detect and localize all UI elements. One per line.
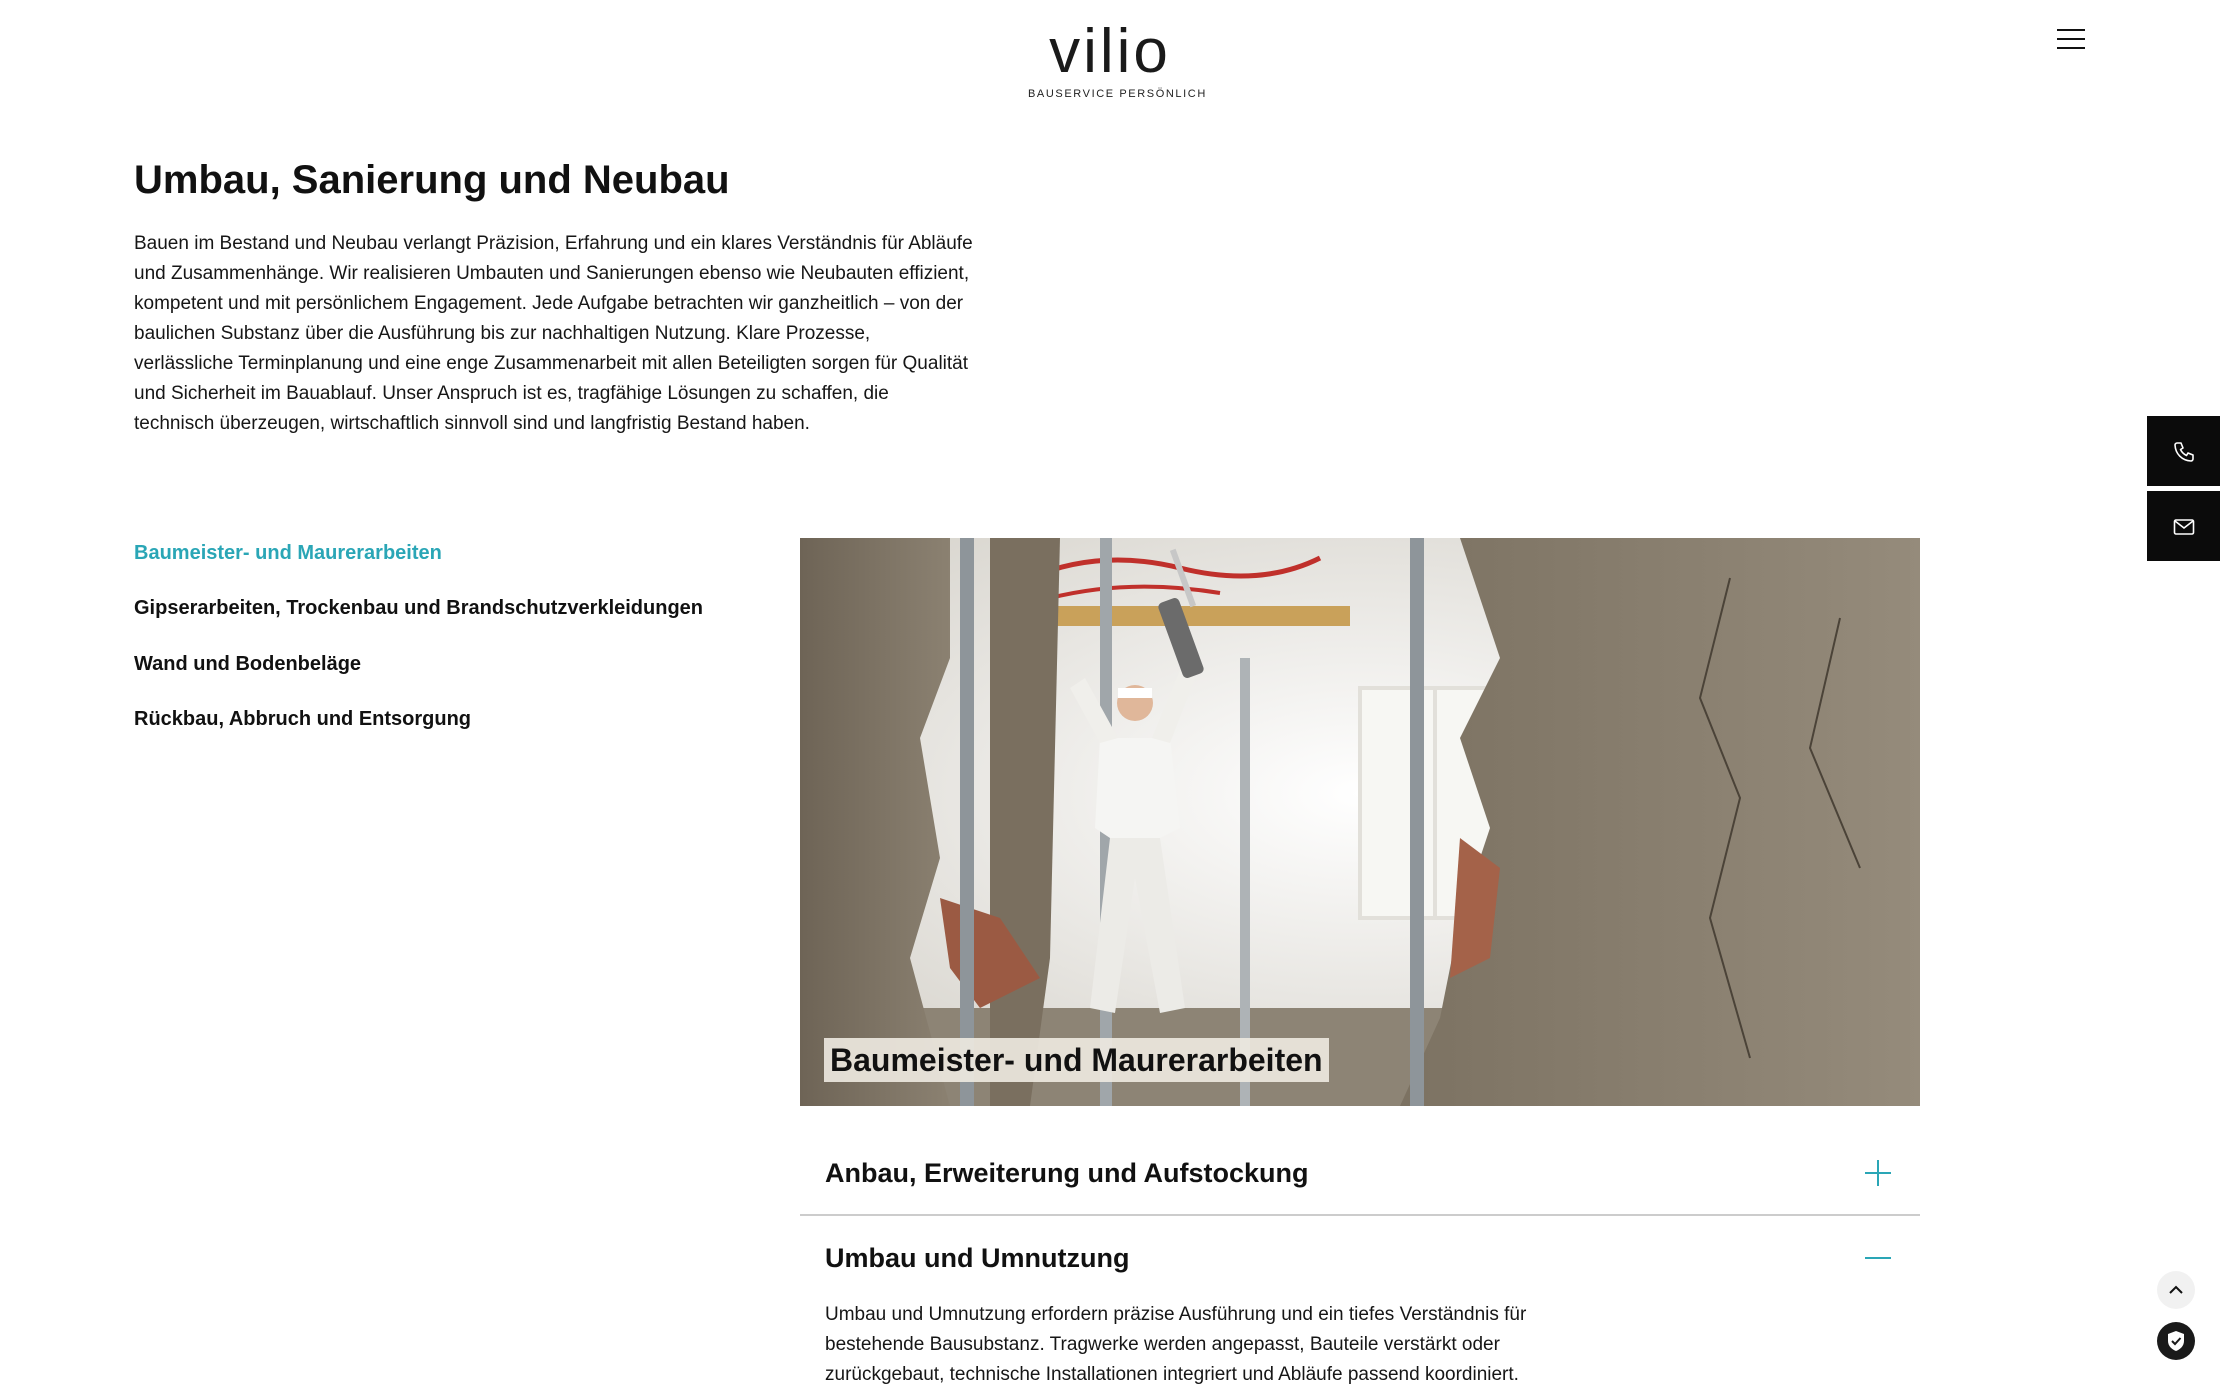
hero-image [800, 538, 1920, 1106]
privacy-settings-button[interactable] [2157, 1322, 2195, 1360]
minus-icon[interactable] [1864, 1244, 1892, 1272]
mail-icon [2172, 515, 2196, 539]
service-link-rueckbau[interactable]: Rückbau, Abbruch und Entsorgung [134, 708, 472, 730]
accordion-body-umbau: Umbau und Umnutzung erfordern präzise Ausführung und ein tiefes Verständnis für bestehende Bausubstanz. Tragwerke werden angepasst, Bauteile verstärkt oder zurückgebaut, technische Installationen integriert und Abläufe passend koordiniert. [825, 1304, 1527, 1385]
chevron-up-icon [2157, 1271, 2195, 1309]
mail-contact-button[interactable] [2147, 491, 2220, 561]
scroll-to-top-button[interactable] [2157, 1271, 2195, 1309]
hamburger-icon[interactable] [2055, 26, 2089, 52]
service-link-baumeister[interactable]: Baumeister- und Maurerarbeiten [134, 542, 442, 564]
accordion-divider [800, 1214, 1920, 1216]
accordion-title-umbau[interactable]: Umbau und Umnutzung [825, 1243, 1130, 1273]
logo-tagline: BAUSERVICE PERSÖNLICH [1028, 88, 1207, 100]
page-title: Umbau, Sanierung und Neubau [134, 158, 730, 202]
phone-contact-button[interactable] [2147, 416, 2220, 486]
phone-icon [2172, 440, 2196, 464]
intro-paragraph: Bauen im Bestand und Neubau verlangt Präzision, Erfahrung und ein klares Verständnis für Abläufe und Zusammenhänge. Wir realisieren Umbauten und Sanierungen ebenso wie Neubauten effizient, kompetent und mit persönlichem Engagement. Jede Aufgabe betrachten wir ganzheitlich – von der baulichen Substanz über die Ausführung bis zur nachhaltigen Nutzung. Klare Prozesse, verlässliche Terminplanung und eine enge Zusammenarbeit mit allen Beteiligten sorgen für Qualität und Sicherheit im Bauablauf. Unser Anspruch ist es, tragfähige Lösungen zu schaffen, die technisch überzeugen, wirtschaftlich sinnvoll sind und langfristig Bestand haben. [134, 233, 973, 434]
service-link-wand-bodenbelaege[interactable]: Wand und Bodenbeläge [134, 653, 362, 675]
shield-check-icon [2157, 1322, 2195, 1360]
plus-icon[interactable] [1864, 1159, 1892, 1187]
service-link-gipserarbeiten[interactable]: Gipserarbeiten, Trockenbau und Brandschutzverkleidungen [134, 597, 704, 619]
construction-worker-photo [800, 538, 1920, 1106]
logo-wordmark: vilio [1049, 17, 1171, 86]
hero-caption: Baumeister- und Maurerarbeiten [824, 1038, 1329, 1082]
accordion-title-anbau[interactable]: Anbau, Erweiterung und Aufstockung [825, 1158, 1309, 1188]
logo[interactable] [1028, 17, 1207, 100]
